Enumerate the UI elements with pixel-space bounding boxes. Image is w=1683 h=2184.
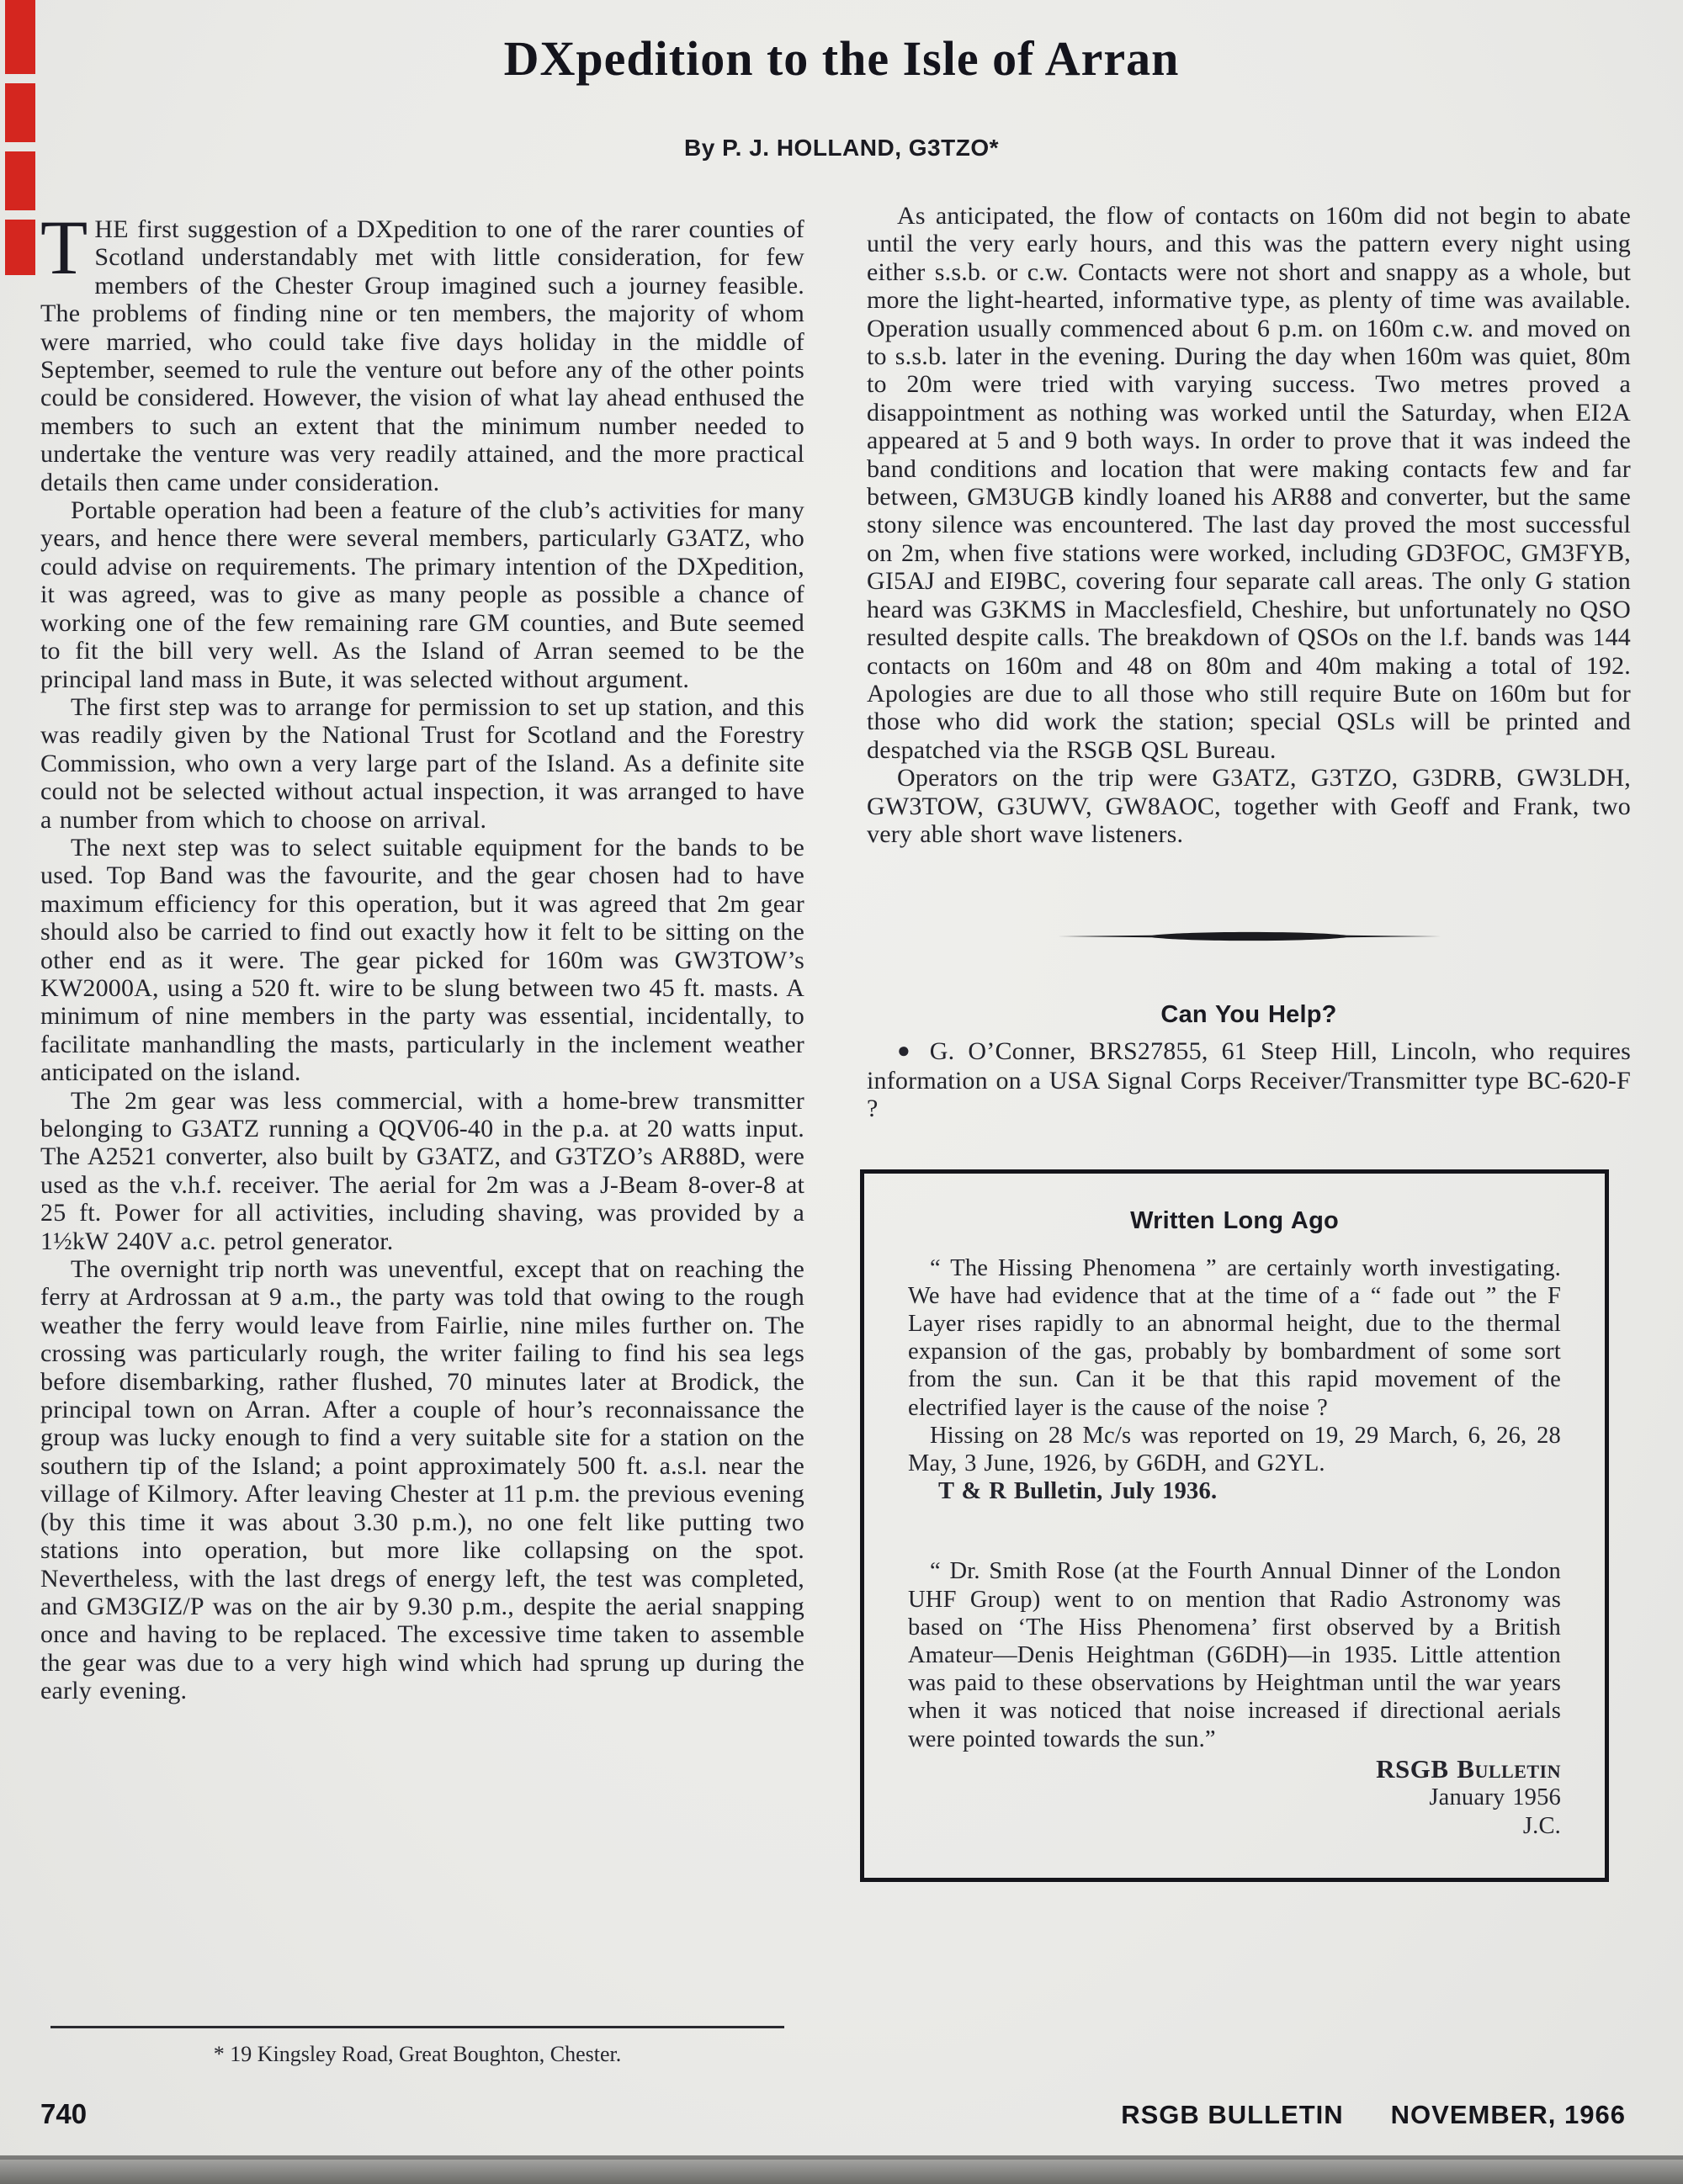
page-title: DXpedition to the Isle of Arran <box>503 31 1180 86</box>
scan-page-edge <box>0 2155 1683 2184</box>
quote-attribution: T & R Bulletin, July 1936. <box>938 1478 1218 1505</box>
paragraph: The next step was to select suitable equipment for the bands to be used. Top Band was the favourite, and the gear chosen had to have maximum efficiency for this operation, but it was agreed that 2m gear should also be carried to find out exactly how it felt to be sitting on the other end as it were. The gear picked for 160m was GW3TOW’s KW2000A, using a 520 ft. wire to be slung between two 45 ft. masts. A minimum of nine members in the party was essential, incidentally, to facilitate manhandling the masts, particularly in the inclement weather anticipated on the island. <box>40 833 804 1087</box>
registration-mark <box>5 220 35 275</box>
can-you-help-title: Can You Help? <box>1160 1000 1337 1028</box>
written-long-ago-box <box>860 1169 1609 1881</box>
paragraph: The 2m gear was less commercial, with a home-brew transmitter belonging to G3ATZ running a QQV06-40 in the p.a. at 20 watts input. The A2521 converter, also built by G3ATZ, and G3TZO’s AR88D, were used as the v.h.f. receiver. The aerial for 2m was a J-Beam 8-over-8 at 25 ft. Power for all activities, including shaving, was provided by a 1½kW 240V a.c. petrol generator. <box>40 1086 804 1255</box>
section-divider <box>867 920 1631 948</box>
left-column <box>40 215 804 2016</box>
journal-issue: NOVEMBER, 1966 <box>1390 2100 1626 2129</box>
drop-cap: T <box>40 215 88 290</box>
quote-paragraph: “ Dr. Smith Rose (at the Fourth Annual Dinner of the London UHF Group) went to on mention that Radio Astronomy was based on ‘The Hiss Phenomena’ first observed by a British Amateur—Denis Heightman (G6DH)—in 1935. Little attention was paid to these observations by Heightman until the war years when it was noticed that noise increased if directional aerials were pointed towards the sun.” <box>908 1558 1561 1752</box>
paragraph <box>40 215 804 496</box>
paragraph: As anticipated, the flow of contacts on 160m did not begin to abate until the very early hours, and this was the pattern every night using either s.s.b. or c.w. Contacts were not short and snappy as a whole, but more the light-hearted, informative type, as plenty of time was available. Operation usually commenced about 6 p.m. on 160m c.w. and moved on to s.s.b. later in the evening. During the day when 160m was quiet, 80m to 20m were tried with varying success. Two metres proved a disappointment as nothing was worked until the Saturday, when EI2A appeared at 5 and 9 both ways. In order to prove that it was indeed the band conditions and location that were making contacts few and far between, GM3UGB kindly loaned his AR88 and converter, but the same stony silence was encountered. The last day proved the most successful on 2m, when five stations were worked, including GD3FOC, GM3FYB, GI5AJ and EI9BC, covering four separate call areas. The only G station heard was G3KMS in Macclesfield, Cheshire, but unfortunately no QSO resulted despite calls. The breakdown of QSOs on the l.f. bands was 144 contacts on 160m and 48 on 80m and 40m making a total of 192. Apologies are due to all those who still require Bute on 160m but for those who did work the station; special QSLs will be printed and despatched via the RSGB QSL Bureau. <box>867 202 1631 764</box>
footnote <box>50 2026 784 2067</box>
swelled-rule-icon <box>1058 930 1441 943</box>
paragraph: The overnight trip north was uneventful, except that on reaching the ferry at Ardrossan at 9 a.m., the party was told that owing to the rough weather the ferry would leave from Fairlie, nine miles further on. The crossing was particularly rough, the writer failing to find his sea legs before disembarking, rather flushed, 70 minutes later at Brodick, the principal town on Arran. After a couple of hour’s reconnaissance the group was lucky enough to find a very suitable site for a station on the southern tip of the Island; a point approximately 500 ft. a.s.l. near the village of Kilmory. After leaving Chester at 11 p.m. the previous evening (by this time it was about 3.30 p.m.), no one felt like putting two stations into operation, but more like collapsing on the spot. Nevertheless, with the last dregs of energy left, the test was completed, and GM3GIZ/P was on the air by 9.30 p.m., despite the aerial snapping once and having to be replaced. The excessive time taken to assemble the gear was due to a very high wind which had sprung up during the early evening. <box>40 1255 804 1705</box>
right-column <box>867 202 1631 1882</box>
bullet-icon: ● <box>897 1038 916 1063</box>
written-long-ago-title: Written Long Ago <box>1130 1207 1339 1235</box>
journal-name: RSGB BULLETIN <box>1121 2100 1344 2129</box>
footnote-text: * 19 Kingsley Road, Great Boughton, Chester. <box>213 2042 622 2066</box>
paragraph: Operators on the trip were G3ATZ, G3TZO, G3DRB, GW3LDH, GW3TOW, G3UWV, GW8AOC, together with Geoff and Frank, two very able short wave listeners. <box>867 764 1631 848</box>
quote-attribution-block <box>908 1755 1561 1841</box>
attribution-date: January 1956 <box>1429 1784 1561 1810</box>
paragraph: Portable operation had been a feature of the club’s activities for many years, and hence there were several members, particularly G3ATZ, who could advise on requirements. The primary intention of the DXpedition, it was agreed, was to give as many people as possible a chance of working one of the few remaining rare GM counties, and Bute seemed to fit the bill very well. As the Island of Arran seemed to be the principal land mass in Bute, it was selected without argument. <box>40 496 804 693</box>
can-you-help-text <box>867 1037 1631 1122</box>
paragraph: The first step was to arrange for permission to set up station, and this was readily given by the National Trust for Scotland and the Forestry Commission, who own a very large part of the Island. As a definite site could not be selected without actual inspection, it was arranged to have a number from which to choose on arrival. <box>40 692 804 834</box>
quote-paragraph: Hissing on 28 Mc/s was reported on 19, 29 March, 6, 26, 28 May, 3 June, 1926, by G6DH, and G2YL. <box>908 1422 1561 1476</box>
attribution-source: RSGB Bulletin <box>1376 1753 1561 1784</box>
attribution-initials: J.C. <box>1522 1812 1561 1839</box>
footnote-rule <box>50 2026 784 2028</box>
can-you-help-body: G. O’Conner, BRS27855, 61 Steep Hill, Lincoln, who requires information on a USA Signal Corps Receiver/Transmitter type BC-620-F ? <box>867 1037 1631 1122</box>
quote-paragraph: “ The Hissing Phenomena ” are certainly worth investigating. We have had evidence that at the time of a “ fade out ” the F Layer rises rapidly to an abnormal height, due to the thermal expansion of the gas, probably by bombardment of some sort from the sun. Can it be that this rapid movement of the electrified layer is the cause of the noise ? <box>908 1254 1561 1421</box>
byline: By P. J. HOLLAND, G3TZO* <box>684 135 999 161</box>
registration-mark <box>5 83 35 142</box>
paragraph-text: HE first suggestion of a DXpedition to one of the rarer counties of Scotland understandably met with little consideration, for few members of the Chester Group imagined such a journey feasible. The problems of finding nine or ten members, the majority of whom were married, who could take five days holiday in the middle of September, seemed to rule the venture out before any of the other points could be considered. However, the vision of what lay ahead enthused the members to such an extent that the minimum number needed to undertake the venture was very readily attained, and the more practical details then came under consideration. <box>40 215 804 496</box>
page-number: 740 <box>40 2098 88 2129</box>
page-footer <box>40 2098 1626 2130</box>
journal-line <box>1121 2100 1626 2130</box>
